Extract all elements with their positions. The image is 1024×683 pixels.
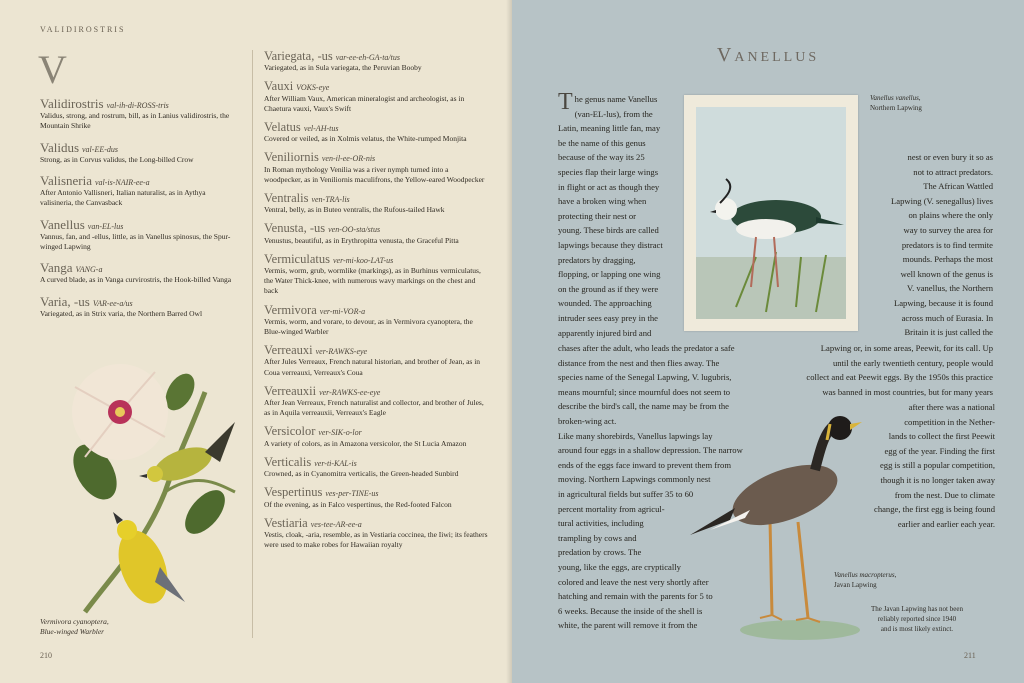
entry-pronunciation: van-EL-lus xyxy=(87,221,124,231)
glossary-entry xyxy=(40,260,240,285)
body-line: distance from the nest and then flies away. The xyxy=(558,357,720,368)
body-line: he genus name Vanellus xyxy=(574,94,658,104)
entry-headword: Venusta, -us xyxy=(264,221,326,236)
entry-headword: Verreauxi xyxy=(264,343,313,358)
caption-line: Vanellus macropterus, xyxy=(834,571,897,579)
page-title: Vanellus xyxy=(716,44,820,66)
entry-headword: Ventralis xyxy=(264,191,309,206)
caption-line: Blue-winged Warbler xyxy=(40,627,105,636)
body-line: apparently injured bird and xyxy=(558,327,652,338)
entry-pronunciation: ves-tee-AR-ee-a xyxy=(310,519,362,529)
entry-definition: Ventral, belly, as in Buteo ventralis, the Rufous-tailed Hawk xyxy=(264,205,445,215)
entry-headword: Varia, -us xyxy=(40,293,90,309)
body-line: means mournful; since mournful does not seem to xyxy=(558,386,731,397)
body-line: predators by dragging, xyxy=(558,254,636,265)
body-line: across much of Eurasia. In xyxy=(901,312,993,323)
body-line: broken-wing act. xyxy=(558,415,617,426)
entry-definition: Variegated, as in Strix varia, the Northern Barred Owl xyxy=(40,308,203,318)
glossary-entry xyxy=(264,191,488,215)
body-line: predation by crows. The xyxy=(558,547,642,558)
entry-headword: Versicolor xyxy=(264,424,316,439)
glossary-entry xyxy=(264,150,488,185)
entry-headword: Vanga xyxy=(40,260,73,276)
northern-lapwing-illustration xyxy=(696,107,846,319)
body-column-b-wide xyxy=(783,341,993,399)
glossary-entry xyxy=(264,252,488,297)
section-letter: V xyxy=(38,47,67,92)
entry-headword: Vermiculatus xyxy=(264,251,330,266)
entry-pronunciation: ven-TRA-lis xyxy=(311,195,350,205)
entry-headword: Vermivora xyxy=(264,302,317,317)
body-line: predators is to find termite xyxy=(901,239,993,250)
entry-pronunciation: ver-SIK-o-lor xyxy=(318,428,362,438)
body-line: earlier and earlier each year. xyxy=(897,518,995,529)
glossary-entry xyxy=(264,303,488,338)
body-line: Lapwing or, in some areas, Peewit, for its call. Up xyxy=(820,343,993,353)
body-line: lapwings because they distract xyxy=(558,239,663,250)
plate-caption xyxy=(870,93,922,113)
entry-definition: A variety of colors, as in Amazona versicolor, the St Lucia Amazon xyxy=(264,438,467,448)
glossary-column-2 xyxy=(264,49,488,556)
body-line: young. These birds are called xyxy=(558,225,659,236)
entry-pronunciation: VOKS-eye xyxy=(296,83,330,93)
body-line: wounded. The approaching xyxy=(558,298,652,309)
entry-definition: Crowned, as in Cyanomitra verticalis, the Green-headed Sunbird xyxy=(264,469,459,479)
glossary-entry xyxy=(264,424,488,448)
entry-pronunciation: ver-RAWKS-eye xyxy=(315,347,368,357)
entry-definition: In Roman mythology Venilia was a river nymph turned into a woodpecker, as in Veniliornis maculifrons, the Yellow-eared Woodpecker xyxy=(264,164,485,184)
entry-definition: After William Vaux, American mineralogist and archeologist, as in Chaetura vauxi, Vaux's Swift xyxy=(264,93,465,113)
entry-headword: Validirostris xyxy=(40,96,104,111)
body-line: Latin, meaning little fan, may xyxy=(558,123,661,134)
note-line: The Javan Lapwing has not been xyxy=(871,605,963,613)
body-line: V. vanellus, the Northern xyxy=(907,283,993,294)
entry-pronunciation: ver-mi-VOR-a xyxy=(319,306,366,316)
caption-line: Javan Lapwing xyxy=(834,581,877,589)
body-line: was banned in most countries, but for many years xyxy=(822,386,993,397)
entry-pronunciation: vel-AH-tus xyxy=(303,124,339,134)
body-line: nest or even bury it so as xyxy=(907,152,993,162)
glossary-entry xyxy=(264,49,488,73)
entry-pronunciation: ves-per-TINE-us xyxy=(325,489,379,499)
body-line: describe the bird's call, the name may be from the xyxy=(558,401,729,412)
glossary-entry xyxy=(264,384,488,419)
glossary-entry xyxy=(264,455,488,479)
warbler-caption xyxy=(40,617,109,637)
body-line: The African Wattled xyxy=(923,181,993,192)
entry-definition: Vermis, worm, and vorare, to devour, as in Vermivora cyanoptera, the Blue-winged Warbler xyxy=(264,316,473,337)
body-line: from the nest. Due to climate xyxy=(894,489,995,500)
body-line: (van-EL-lus), from the xyxy=(574,108,653,119)
glossary-entry xyxy=(40,294,240,319)
body-line: around four eggs in a shallow depression. The narrow xyxy=(558,445,743,456)
body-line: egg of the year. Finding the first xyxy=(884,445,995,456)
body-line: ends of the eggs face inward to prevent them from xyxy=(558,459,732,470)
entry-headword: Velatus xyxy=(264,120,301,135)
body-line: after there was a national xyxy=(908,402,995,412)
entry-headword: Veniliornis xyxy=(264,150,319,165)
body-line: egg is still a popular competition, xyxy=(879,460,995,471)
entry-definition: After Jean Verreaux, French naturalist and collector, and brother of Jules, as in Aquila verreauxii, Verreaux's Eagle xyxy=(264,398,484,418)
body-line: on the ground as if they were xyxy=(558,283,659,294)
caption-line: Vermivora cyanoptera, xyxy=(40,617,109,626)
body-line: because of the way its 25 xyxy=(558,152,645,163)
glossary-entry xyxy=(264,79,488,114)
running-head: VALIDIROSTRIS xyxy=(40,25,126,34)
body-line: white, the parent will remove it from the xyxy=(558,620,698,631)
entry-pronunciation: ver-ti-KAL-is xyxy=(314,458,357,468)
entry-definition: Vermis, worm, grub, wormlike (markings), as in Burhinus vermiculatus, the Water Thick-knee, with numerous wavy markings on the chest and back xyxy=(264,266,481,296)
entry-pronunciation: VAR-ee-a/us xyxy=(92,298,133,308)
entry-headword: Vestiaria xyxy=(264,515,308,530)
caption-line: Vanellus vanellus, xyxy=(870,94,921,102)
entry-definition: Venustus, beautiful, as in Erythropitta venusta, the Graceful Pitta xyxy=(264,235,459,245)
entry-definition: A curved blade, as in Vanga curvirostris, the Hook-billed Vanga xyxy=(40,275,232,285)
body-column-a xyxy=(558,89,683,340)
glossary-entry xyxy=(40,173,240,209)
body-line: moving. Northern Lapwings commonly nest xyxy=(558,474,711,485)
glossary-entry xyxy=(40,96,240,132)
body-line: intruder sees easy prey in the xyxy=(558,312,658,323)
glossary-entry xyxy=(264,516,488,551)
glossary-entry xyxy=(264,221,488,245)
glossary-column-1 xyxy=(40,96,240,327)
entry-pronunciation: ven-il-ee-OR-nis xyxy=(321,154,376,164)
entry-headword: Vanellus xyxy=(40,216,85,232)
body-line: on plains where the only xyxy=(908,210,993,221)
body-line: though it is no longer taken away xyxy=(880,474,995,485)
body-column-b xyxy=(868,150,993,340)
body-line: Lapwing (V. senegallus) lives xyxy=(891,195,993,206)
glossary-entry xyxy=(264,485,488,509)
entry-definition: Vestis, cloak, -aria, resemble, as in Vestiaria coccinea, the Iiwi; its feathers were used to make robes for Hawaiian royalty xyxy=(264,529,488,550)
body-line: have a broken wing when xyxy=(558,196,647,207)
javan-lapwing-caption xyxy=(834,570,896,590)
drop-cap: T xyxy=(558,89,573,115)
body-line: tural activities, including xyxy=(558,518,644,529)
body-line: species name of the Senegal Lapwing, V. lugubris, xyxy=(558,372,732,383)
body-line: protecting their nest or xyxy=(558,210,637,221)
entry-definition: Of the evening, as in Falco vespertinus, the Red-footed Falcon xyxy=(264,499,452,509)
plate-image xyxy=(696,107,846,319)
body-line: 6 weeks. Because the inside of the shell is xyxy=(558,605,703,616)
body-line: colored and leave the nest very shortly after xyxy=(558,576,709,587)
body-line: young, like the eggs, are cryptically xyxy=(558,561,681,572)
body-line: until the early twentieth century, people would xyxy=(832,357,993,368)
entry-headword: Variegata, -us xyxy=(264,49,333,63)
glossary-entry xyxy=(264,120,488,144)
entry-pronunciation: val-is-NAIR-ee-a xyxy=(94,178,150,188)
note-line: reliably reported since 1940 xyxy=(877,615,957,623)
entry-headword: Vauxi xyxy=(264,79,294,94)
body-line: change, the first egg is being found xyxy=(874,504,995,515)
entry-headword: Valisneria xyxy=(40,173,92,189)
javan-lapwing-illustration xyxy=(690,410,870,645)
body-line: not to attract predators. xyxy=(913,166,993,177)
body-line: Like many shorebirds, Vanellus lapwings lay xyxy=(558,430,713,441)
body-line: be the name of this genus xyxy=(558,137,646,148)
entry-pronunciation: ven-OO-sta/stus xyxy=(328,225,381,235)
entry-definition: After Antonio Vallisneri, Italian naturalist, as in Aythya valisineria, the Canvasback xyxy=(40,188,206,208)
body-line: in agricultural fields but suffer 35 to 60 xyxy=(558,488,694,499)
body-line: chases after the adult, who leads the predator a safe xyxy=(558,343,735,353)
body-line: in flight or act as though they xyxy=(558,181,660,192)
glossary-entry xyxy=(264,343,488,378)
body-line: percent mortality from agricul- xyxy=(558,503,665,514)
body-line: trampling by cows and xyxy=(558,532,637,543)
body-line: Lapwing, because it is found xyxy=(893,297,993,308)
body-line: flopping, or lapping one wing xyxy=(558,269,661,280)
body-line: well known of the genus is xyxy=(900,268,993,279)
entry-definition: Validus, strong, and rostrum, bill, as in Lanius validirostris, the Mountain Shrike xyxy=(40,111,230,131)
body-line: way to survey the area for xyxy=(903,224,993,235)
hibiscus-flower xyxy=(72,364,168,460)
entry-headword: Validus xyxy=(40,139,79,155)
entry-pronunciation: val-EE-dus xyxy=(82,144,118,154)
entry-pronunciation: var-ee-eh-GA-ta/tus xyxy=(335,53,400,62)
javan-lapwing-note xyxy=(852,604,982,634)
page-number-left: 210 xyxy=(40,651,52,660)
warbler-illustration xyxy=(55,352,245,622)
entry-definition: Strong, as in Corvus validus, the Long-billed Crow xyxy=(40,154,194,164)
caption-line: Northern Lapwing xyxy=(870,104,922,112)
entry-definition: Vannus, fan, and -ellus, little, as in Vanellus spinosus, the Spur-winged Lapwing xyxy=(40,231,231,252)
entry-pronunciation: VANG-a xyxy=(75,265,103,275)
body-line: species flap their large wings xyxy=(558,166,659,177)
body-line: hatching and remain with the parents for 5 to xyxy=(558,591,713,602)
note-line: and is most likely extinct. xyxy=(880,625,954,633)
entry-definition: After Jules Verreaux, French natural historian, and brother of Jean, as in Coua verreauxi, Verreaux's Coua xyxy=(264,357,481,377)
body-line: Britain it is just called the xyxy=(904,327,993,338)
glossary-entry xyxy=(40,217,240,253)
body-line: competition in the Nether- xyxy=(904,416,995,427)
body-line: mounds. Perhaps the most xyxy=(902,254,993,265)
entry-definition: Variegated, as in Sula variegata, the Peruvian Booby xyxy=(264,63,422,73)
body-line: lands to collect the first Peewit xyxy=(888,431,995,442)
entry-pronunciation: ver-RAWKS-ee-eye xyxy=(319,387,381,397)
glossary-entry xyxy=(40,140,240,165)
page-number-right: 211 xyxy=(964,651,976,660)
column-divider xyxy=(252,50,253,638)
entry-pronunciation: ver-mi-koo-LAT-us xyxy=(332,255,394,265)
entry-definition: Covered or veiled, as in Xolmis velatus, the White-rumped Monjita xyxy=(264,134,467,144)
entry-headword: Verticalis xyxy=(264,454,312,469)
northern-lapwing-plate xyxy=(684,95,858,331)
entry-pronunciation: val-ih-di-ROSS-tris xyxy=(106,101,169,110)
body-line: collect and eat Peewit eggs. By the 1950s this practice xyxy=(806,372,993,383)
entry-headword: Vespertinus xyxy=(264,485,323,500)
entry-headword: Verreauxii xyxy=(264,383,317,398)
